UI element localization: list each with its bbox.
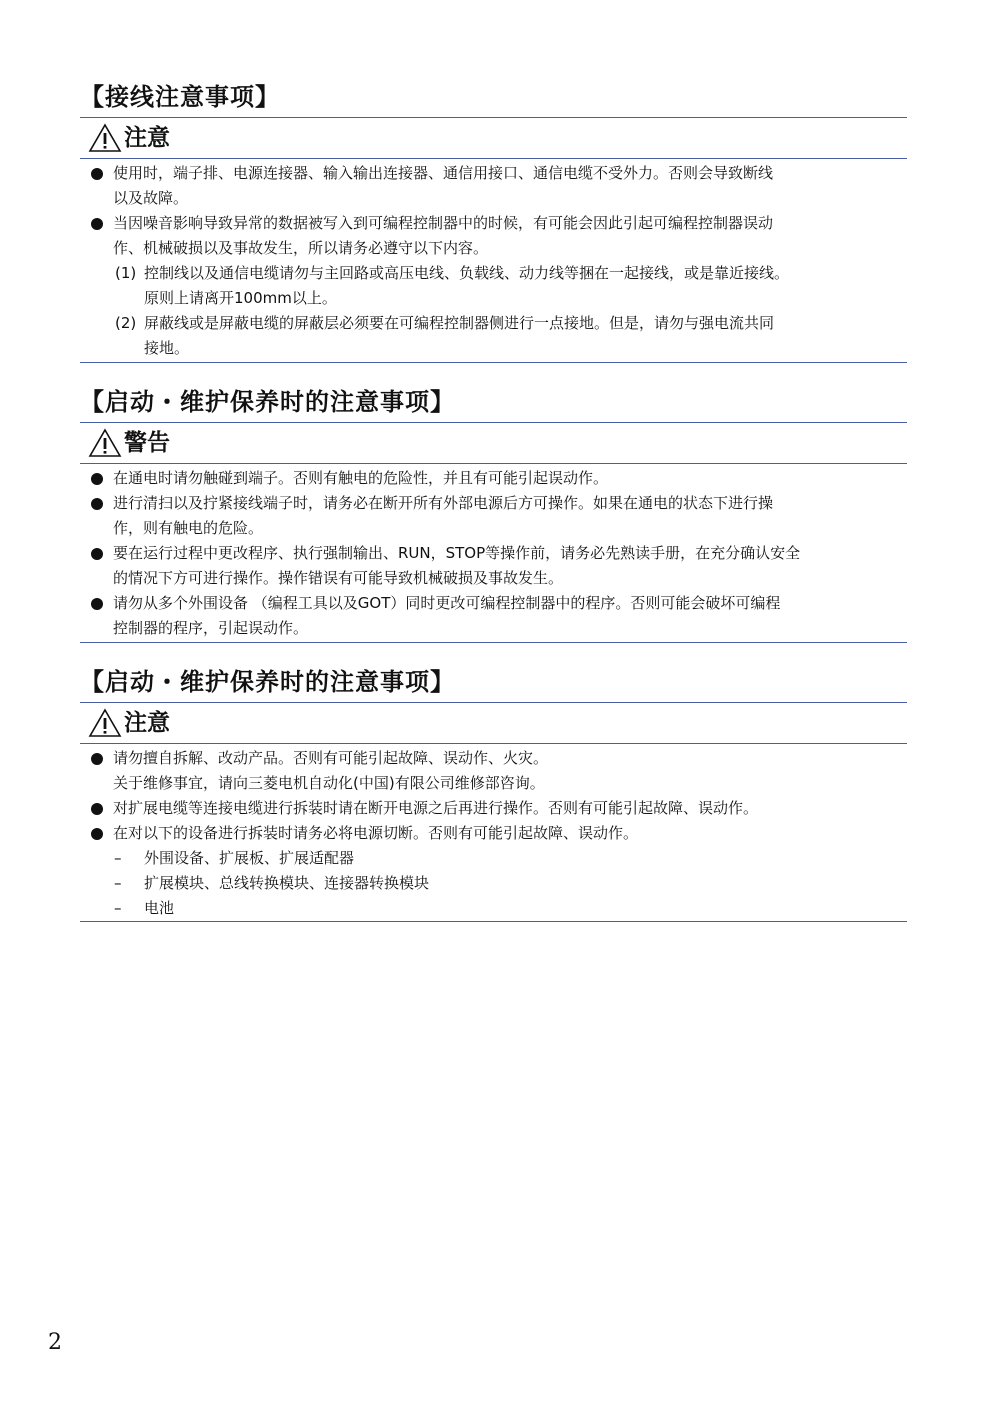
sub-item-text: 控制线以及通信电缆请勿与主回路或高压电线、负载线、动力线等捆在一起接线，或是靠近接线。 [144,264,790,282]
section-title: 【启动・维护保养时的注意事项】 [80,668,455,696]
item-text: 以及故障。 [113,189,189,207]
caution-header [88,121,170,155]
sub-item [80,261,907,311]
list-item [80,491,907,541]
sub-item-number: (2) [115,314,137,332]
list-item [80,161,907,211]
rule-bottom [80,921,907,922]
rule-top [80,117,907,118]
bullet-icon [91,498,103,510]
list-item [80,796,907,821]
bullet-icon [91,598,103,610]
section-wiring-precautions [80,80,907,365]
item-text: 作、机械破损以及事故发生，所以请务必遵守以下内容。 [113,239,489,257]
item-text: 在对以下的设备进行拆装时请务必将电源切断。否则有可能引起故障、误动作。 [113,824,639,842]
dash-mark: – [114,849,122,867]
rule-top [80,422,907,423]
dash-item-text: 扩展模块、总线转换模块、连接器转换模块 [144,874,430,892]
rule-mid [80,743,907,744]
dash-item [80,846,907,871]
item-text: 使用时，端子排、电源连接器、输入输出连接器、通信用接口、通信电缆不受外力。否则会导致断线 [113,164,774,182]
list-item [80,211,907,261]
section-title: 【接线注意事项】 [80,83,280,111]
list-item [80,821,907,846]
sub-item-text: 屏蔽线或是屏蔽电缆的屏蔽层必须要在可编程控制器侧进行一点接地。但是，请勿与强电流共同 [144,314,775,332]
bullet-icon [91,168,103,180]
list-item [80,541,907,591]
bullet-icon [91,828,103,840]
dash-item [80,896,907,921]
section-body [80,466,907,641]
item-text: 关于维修事宜，请向三菱电机自动化(中国)有限公司维修部咨询。 [113,774,545,792]
dash-item-text: 外围设备、扩展板、扩展适配器 [144,849,355,867]
dash-mark: – [114,899,122,917]
caution-label: 注意 [124,125,170,151]
dash-item-text: 电池 [144,899,175,917]
rule-top [80,702,907,703]
section-body [80,746,907,921]
bullet-icon [91,473,103,485]
rule-mid [80,158,907,159]
section-body [80,161,907,361]
rule-bottom [80,642,907,643]
item-text: 作，则有触电的危险。 [113,519,264,537]
bullet-icon [91,218,103,230]
item-text: 当因噪音影响导致异常的数据被写入到可编程控制器中的时候，有可能会因此引起可编程控制器误动 [113,214,774,232]
sub-item-text: 接地。 [144,339,190,357]
list-item [80,466,907,491]
sub-item [80,311,907,361]
warning-triangle-icon [88,428,122,458]
list-item [80,591,907,641]
item-text: 对扩展电缆等连接电缆进行拆装时请在断开电源之后再进行操作。否则有可能引起故障、误动作。 [113,799,759,817]
item-text: 在通电时请勿触碰到端子。否则有触电的危险性，并且有可能引起误动作。 [113,469,609,487]
section-maintenance-warning [80,385,907,645]
rule-mid [80,463,907,464]
item-text: 请勿擅自拆解、改动产品。否则有可能引起故障、误动作、火灾。 [113,749,549,767]
item-text: 控制器的程序，引起误动作。 [113,619,309,637]
list-item [80,746,907,796]
section-title: 【启动・维护保养时的注意事项】 [80,388,455,416]
bullet-icon [91,753,103,765]
dash-item [80,871,907,896]
caution-header [88,706,170,740]
sub-item-text: 原则上请离开100mm以上。 [144,289,337,307]
warning-triangle-icon [88,708,122,738]
sub-item-number: (1) [115,264,137,282]
warning-triangle-icon [88,123,122,153]
caution-label: 注意 [124,710,170,736]
warning-header [88,426,170,460]
item-text: 进行清扫以及拧紧接线端子时，请务必在断开所有外部电源后方可操作。如果在通电的状态下进行操 [113,494,774,512]
bullet-icon [91,803,103,815]
page-number: 2 [48,1330,62,1355]
item-text: 请勿从多个外围设备 （编程工具以及GOT）同时更改可编程控制器中的程序。否则可能会破坏可编程 [113,594,781,612]
item-text: 要在运行过程中更改程序、执行强制输出、RUN，STOP等操作前，请务必先熟读手册，在充分确认安全 [113,544,801,562]
dash-mark: – [114,874,122,892]
item-text: 的情况下方可进行操作。操作错误有可能导致机械破损及事故发生。 [113,569,564,587]
section-maintenance-caution [80,665,907,925]
warning-label: 警告 [124,430,170,456]
bullet-icon [91,548,103,560]
rule-bottom [80,362,907,363]
